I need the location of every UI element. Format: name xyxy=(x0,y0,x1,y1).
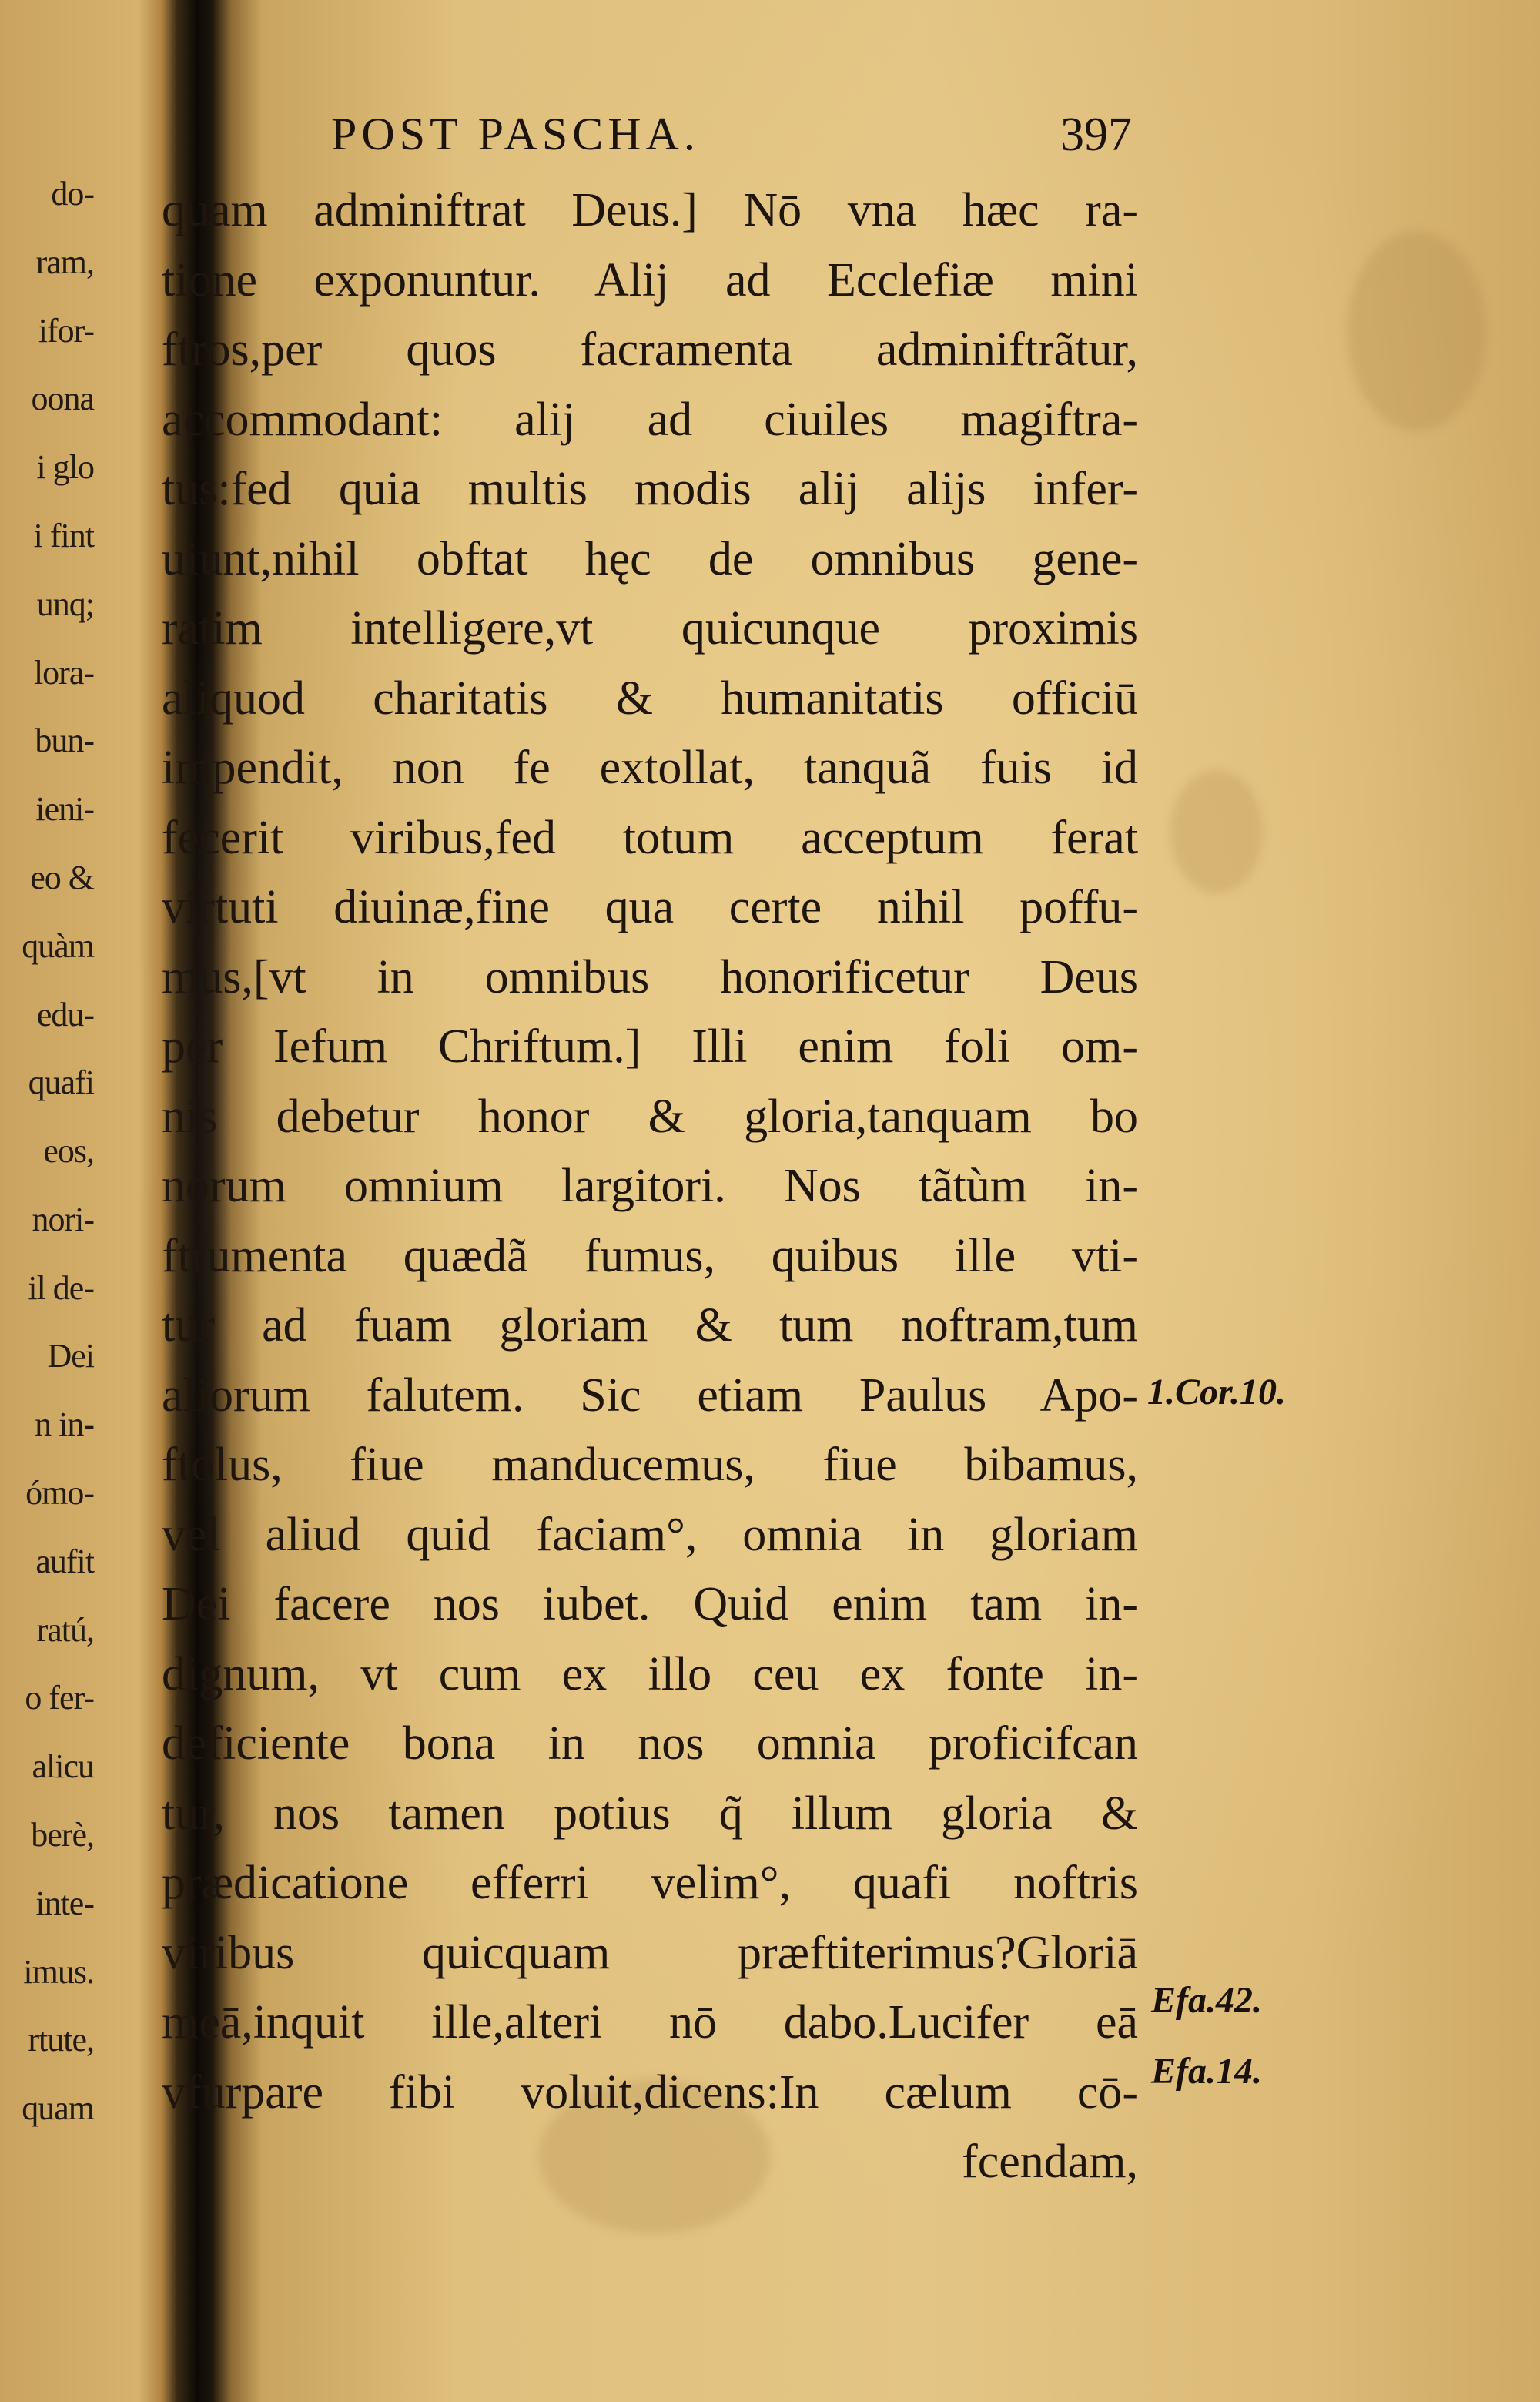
left-page-fragment: berè, xyxy=(31,1816,94,1854)
left-page-fragment: aufit xyxy=(35,1543,94,1580)
running-head xyxy=(331,108,1132,162)
left-page-fragment: quàm xyxy=(22,927,94,965)
text-line: per Iefum Chriftum.] Illi enim foli om- xyxy=(162,1020,1138,1073)
left-page-fragment: rtute, xyxy=(28,2021,94,2059)
left-page-fragment: ratú, xyxy=(36,1611,94,1649)
text-line: norum omnium largitori. Nos tãtùm in- xyxy=(162,1160,1138,1212)
running-head-title: POST PASCHA. xyxy=(331,109,700,159)
text-line: dignum, vt cum ex illo ceu ex fonte in- xyxy=(162,1647,1138,1700)
text-line: ratim intelligere,vt quicunque proximis xyxy=(162,602,1138,655)
text-line: aliorum falutem. Sic etiam Paulus Apo- xyxy=(162,1369,1138,1422)
page-number: 397 xyxy=(1060,109,1132,161)
left-page-fragment: oona xyxy=(31,380,94,417)
left-page-fragment: i fint xyxy=(33,517,94,554)
left-page-fragment: inte- xyxy=(35,1884,94,1922)
text-line: fcendam, xyxy=(962,2136,1138,2188)
left-page-fragment: bun- xyxy=(35,722,94,759)
text-line: tur, nos tamen potius q̃ illum gloria & xyxy=(162,1787,1138,1840)
text-line: tione exponuntur. Alij ad Ecclefiæ mini xyxy=(162,253,1138,307)
marginal-note-esa42: Efa.42. xyxy=(1151,1980,1262,2021)
text-line: ftolus, fiue manducemus, fiue bibamus, xyxy=(162,1439,1138,1491)
text-line: viribus quicquam præftiterimus?Gloriā xyxy=(162,1926,1138,1979)
text-line: mus,[vt in omnibus honorificetur Deus xyxy=(162,950,1138,1003)
left-page-fragment: o fer- xyxy=(25,1679,94,1717)
paper-stain xyxy=(1170,770,1263,893)
text-line: deficiente bona in nos omnia proficifcan xyxy=(162,1717,1138,1770)
left-page-fragment: eos, xyxy=(43,1132,94,1170)
text-line: vfurpare fibi voluit,dicens:In cælum cō- xyxy=(162,2065,1138,2119)
left-page-fragment: unq; xyxy=(36,585,94,623)
text-line: ftros,per quos facramenta adminiftrãtur, xyxy=(162,323,1138,376)
left-page-fragment: ieni- xyxy=(35,790,94,828)
text-line: fecerit viribus,fed totum acceptum ferat xyxy=(162,811,1138,864)
text-line: uiunt,nihil obftat hęc de omnibus gene- xyxy=(162,532,1138,585)
marginal-note-cor: 1.Cor.10. xyxy=(1147,1372,1287,1412)
text-line: accommodant: alij ad ciuiles magiftra- xyxy=(162,393,1138,446)
paper-stain xyxy=(1348,231,1486,431)
left-page-fragment: alicu xyxy=(32,1747,94,1785)
left-page-fragment: il de- xyxy=(28,1269,94,1307)
left-page-fragment: lora- xyxy=(33,654,94,692)
text-line: Dei facere nos iubet. Quid enim tam in- xyxy=(162,1578,1138,1630)
text-line: meā,inquit ille,alteri nō dabo.Lucifer eā xyxy=(162,1996,1138,2049)
left-page-fragment: quam xyxy=(22,2089,94,2127)
body-text xyxy=(162,176,1138,2197)
left-page-fragment: Dei xyxy=(47,1337,94,1375)
text-line: tur ad fuam gloriam & tum noftram,tum xyxy=(162,1299,1138,1352)
text-line: impendit, non fe extollat, tanquã fuis id xyxy=(162,742,1138,794)
text-line: nis debetur honor & gloria,tanquam bo xyxy=(162,1090,1138,1143)
marginal-note-esa14: Efa.14. xyxy=(1151,2051,1262,2092)
left-page-fragment: do- xyxy=(51,175,94,213)
left-page-fragment: eo & xyxy=(30,859,94,896)
left-page-fragments xyxy=(0,177,94,2179)
left-page-fragment: ifor- xyxy=(38,312,94,350)
text-line: quam adminiftrat Deus.] Nō vna hæc ra- xyxy=(162,184,1138,236)
left-page-fragment: n in- xyxy=(35,1405,94,1443)
left-page-fragment: i glo xyxy=(36,448,94,486)
left-page-fragment: quafi xyxy=(28,1064,94,1101)
left-page-fragment: ómo- xyxy=(25,1474,94,1512)
text-line: virtuti diuinæ,fine qua certe nihil poffu- xyxy=(162,881,1138,933)
left-page-fragment: ram, xyxy=(35,243,94,281)
text-line: ftrumenta quædã fumus, quibus ille vti- xyxy=(162,1229,1138,1282)
text-line: tus:fed quia multis modis alij alijs infer- xyxy=(162,463,1138,515)
left-page-fragment: nori- xyxy=(32,1201,94,1238)
left-page-fragment: edu- xyxy=(36,996,94,1033)
left-page-fragment: imus. xyxy=(23,1953,94,1991)
text-line: vel aliud quid faciam°, omnia in gloriam xyxy=(162,1508,1138,1561)
text-line: prædicatione efferri velim°, quafi noftris xyxy=(162,1857,1138,1909)
text-line: aliquod charitatis & humanitatis officiū xyxy=(162,672,1138,725)
